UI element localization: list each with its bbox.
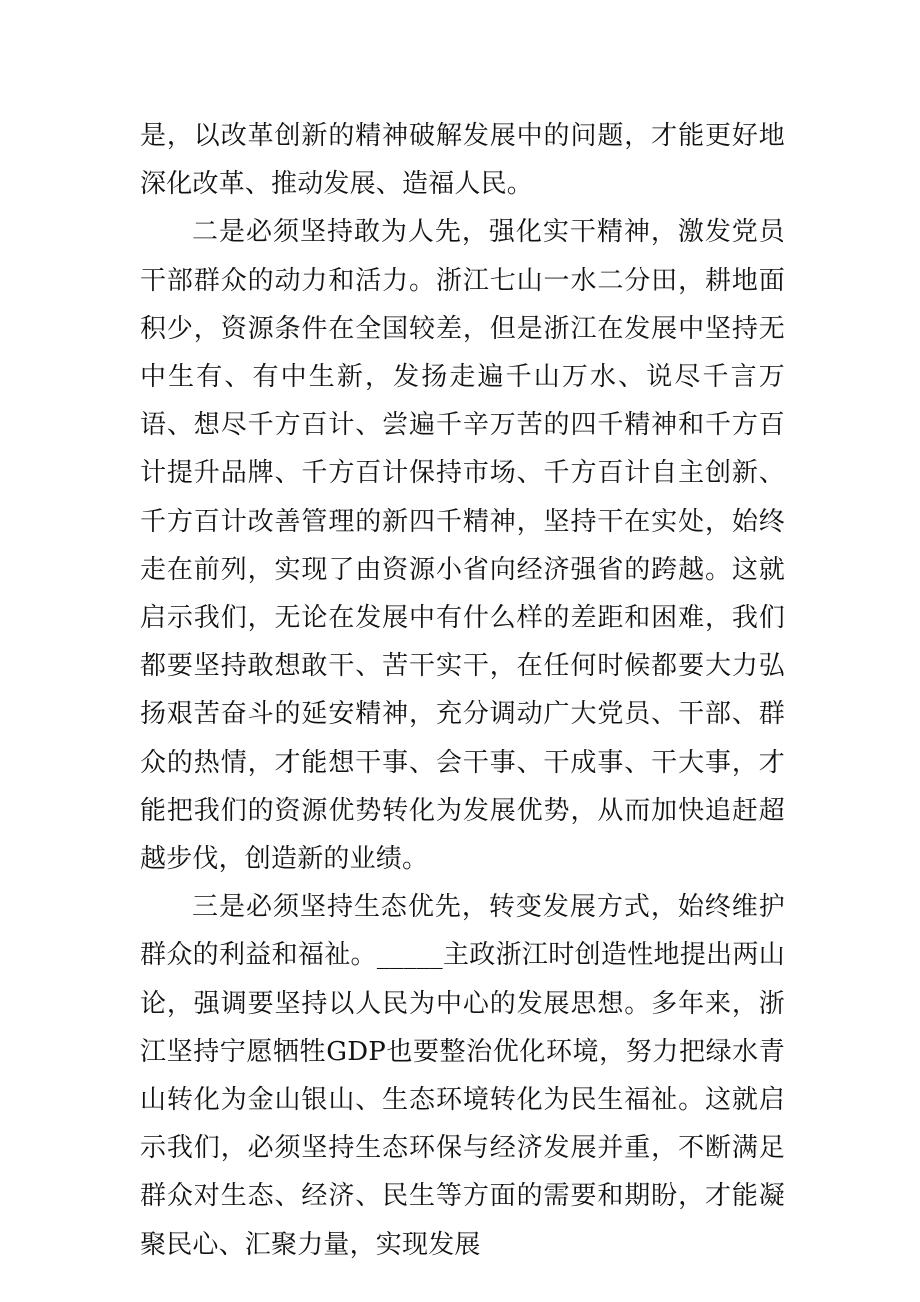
paragraph-point-two: 二是必须坚持敢为人先，强化实干精神，激发党员干部群众的动力和活力。浙江七山一水二分田，耕地面积少，资源条件在全国较差，但是浙江在发展中坚持无中生有、有中生新，发扬走遍千山万水、说尽千言万语、想尽千方百计、尝遍千辛万苦的四千精神和千方百计提升品牌、千方百计保持市场、千方百计自主创新、千方百计改善管理的新四千精神，坚持干在实处，始终走在前列，实现了由资源小省向经济强省的跨越。这就启示我们，无论在发展中有什么样的差距和困难，我们都要坚持敢想敢干、苦干实干，在任何时候都要大力弘扬艰苦奋斗的延安精神，充分调动广大党员、干部、群众的热情，才能想干事、会干事、干成事、干大事，才能把我们的资源优势转化为发展优势，从而加快追赶超越步伐，创造新的业绩。 — [140, 217, 785, 875]
paragraph-point-three: 三是必须坚持生态优先，转变发展方式，始终维护群众的利益和福祉。_____主政浙江时创造性地提出两山论，强调要坚持以人民为中心的发展思想。多年来，浙江坚持宁愿牺牲GDP也要整治优化环境，努力把绿水青山转化为金山银山、生态环境转化为民生福祉。这就启示我们，必须坚持生态环保与经济发展并重，不断满足群众对生态、经济、民生等方面的需要和期盼，才能凝聚民心、汇聚力量，实现发展 — [140, 892, 785, 1260]
paragraph-continuation: 是，以改革创新的精神破解发展中的问题，才能更好地深化改革、推动发展、造福人民。 — [140, 121, 785, 200]
document-body — [140, 112, 785, 1269]
